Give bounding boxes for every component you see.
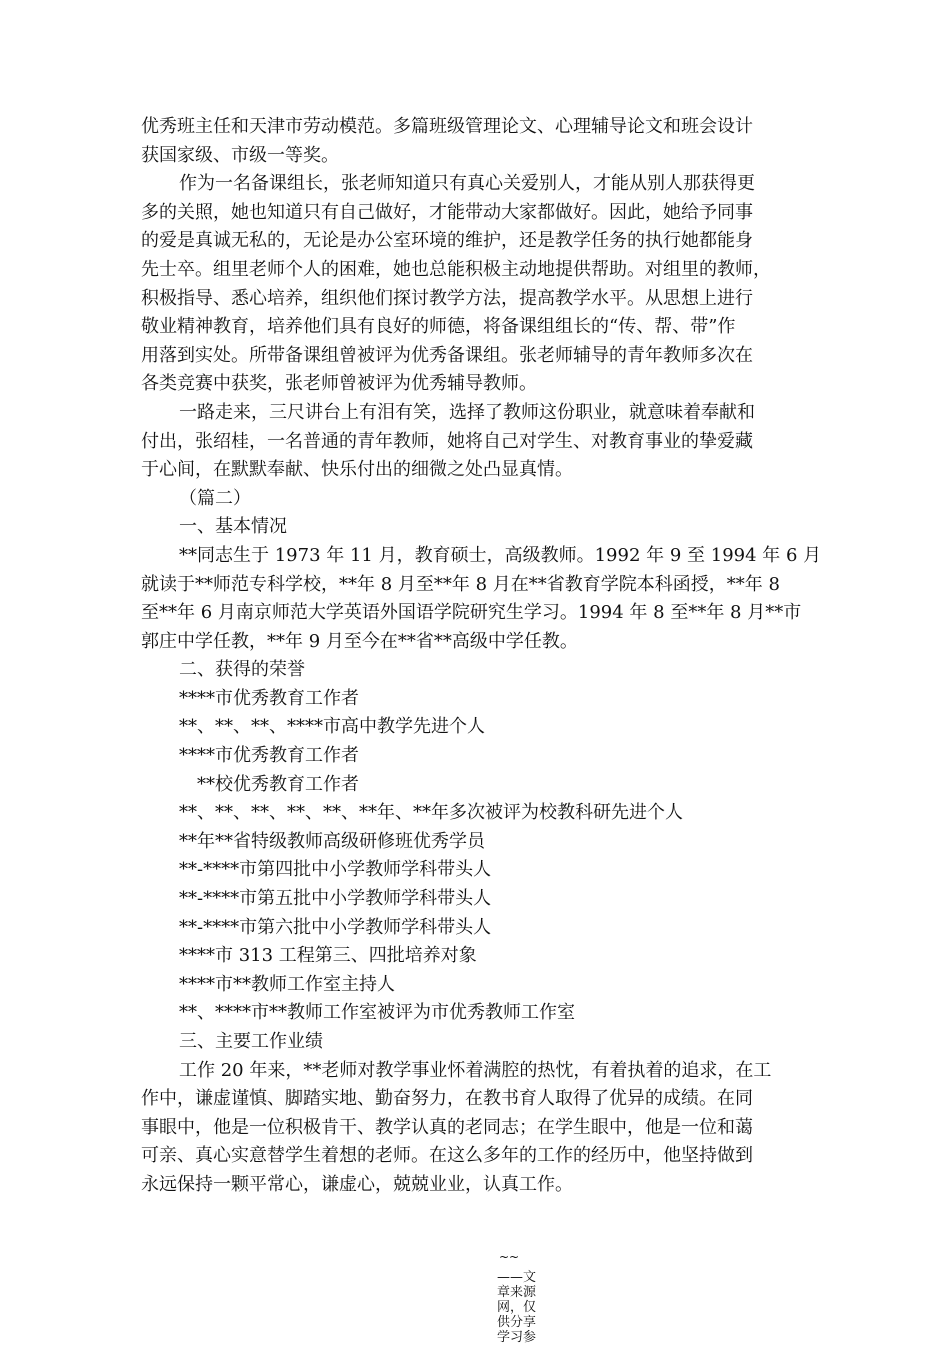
honor-item: **、**、**、**、**、**年、**年多次被评为校教科研先进个人 xyxy=(179,802,683,824)
source-footer xyxy=(497,1250,543,1345)
footer-tilde: ~~ xyxy=(499,1250,520,1264)
honor-item: ****市优秀教育工作者 xyxy=(179,745,359,767)
paragraph-first-line: 作为一名备课组长，张老师知道只有真心关爱别人，才能从别人那获得更 xyxy=(179,173,755,195)
honor-item: ****市**教师工作室主持人 xyxy=(179,973,395,995)
text-line: 敬业精神教育，培养他们具有良好的师德，将备课组组长的“传、帮、带”作 xyxy=(141,316,736,338)
section-heading: 一、基本情况 xyxy=(179,516,287,538)
honor-item: **-****市第五批中小学教师学科带头人 xyxy=(179,888,492,910)
text-line: 多的关照，她也知道只有自己做好，才能带动大家都做好。因此，她给予同事 xyxy=(141,201,753,223)
text-line: 至**年 6 月南京师范大学英语外国语学院研究生学习。1994 年 8 至**年 8 月**市 xyxy=(141,602,802,624)
text-line: 付出，张绍桂，一名普通的青年教师，她将自己对学生、对教育事业的挚爱藏 xyxy=(141,430,753,452)
text-line: 优秀班主任和天津市劳动模范。多篇班级管理论文、心理辅导论文和班会设计 xyxy=(141,116,753,137)
text-line: 作中，谦虚谨慎、脚踏实地、勤奋努力，在教书育人取得了优异的成绩。在同 xyxy=(141,1088,753,1110)
footer-source-note: ——文章来源网，仅供分享学习参 xyxy=(497,1270,537,1345)
paragraph-first-line: 一路走来，三尺讲台上有泪有笑，选择了教师这份职业，就意味着奉献和 xyxy=(179,401,755,423)
text-line: 获国家级、市级一等奖。 xyxy=(141,144,339,166)
text-line: 积极指导、悉心培养，组织他们探讨教学方法，提高教学水平。从思想上进行 xyxy=(141,287,753,309)
text-line: 于心间，在默默奉献、快乐付出的细微之处凸显真情。 xyxy=(141,459,573,481)
honor-item: **、**、**、****市高中教学先进个人 xyxy=(179,716,485,738)
honor-item: **-****市第六批中小学教师学科带头人 xyxy=(179,916,492,938)
text-line: 就读于**师范专科学校，**年 8 月至**年 8 月在**省教育学院本科函授，**年 8 xyxy=(141,573,780,595)
text-line: 可亲、真心实意替学生着想的老师。在这么多年的工作的经历中，他坚持做到 xyxy=(141,1145,753,1167)
paragraph-first-line: **同志生于 1973 年 11 月，教育硕士，高级教师。1992 年 9 至 1994 年 6 月 xyxy=(179,544,822,566)
section-heading: 三、主要工作业绩 xyxy=(179,1031,323,1052)
honor-item: **校优秀教育工作者 xyxy=(197,773,359,795)
document-body xyxy=(141,113,821,1200)
text-line: 事眼中，他是一位积极肯干、教学认真的老同志；在学生眼中，他是一位和蔼 xyxy=(141,1116,753,1138)
honor-item: ****市优秀教育工作者 xyxy=(179,687,359,709)
honor-item: ****市 313 工程第三、四批培养对象 xyxy=(179,945,477,967)
text-line: 郭庄中学任教，**年 9 月至今在**省**高级中学任教。 xyxy=(141,630,578,652)
honor-item: **-****市第四批中小学教师学科带头人 xyxy=(179,859,492,881)
text-line: 永远保持一颗平常心，谦虚心，兢兢业业，认真工作。 xyxy=(141,1173,573,1195)
honor-item: **年**省特级教师高级研修班优秀学员 xyxy=(179,830,485,852)
text-line: 先士卒。组里老师个人的困难，她也总能积极主动地提供帮助。对组里的教师， xyxy=(141,258,771,280)
section-heading: 二、获得的荣誉 xyxy=(179,659,305,681)
text-line: 各类竞赛中获奖，张老师曾被评为优秀辅导教师。 xyxy=(141,373,537,395)
section-marker: （篇二） xyxy=(179,487,251,509)
paragraph-first-line: 工作 20 年来，**老师对教学事业怀着满腔的热忱，有着执着的追求，在工 xyxy=(179,1059,772,1081)
text-line: 的爱是真诚无私的，无论是办公室环境的维护，还是教学任务的执行她都能身 xyxy=(141,230,753,252)
text-line: 用落到实处。所带备课组曾被评为优秀备课组。张老师辅导的青年教师多次在 xyxy=(141,344,753,366)
honor-item: **、****市**教师工作室被评为市优秀教师工作室 xyxy=(179,1002,575,1024)
